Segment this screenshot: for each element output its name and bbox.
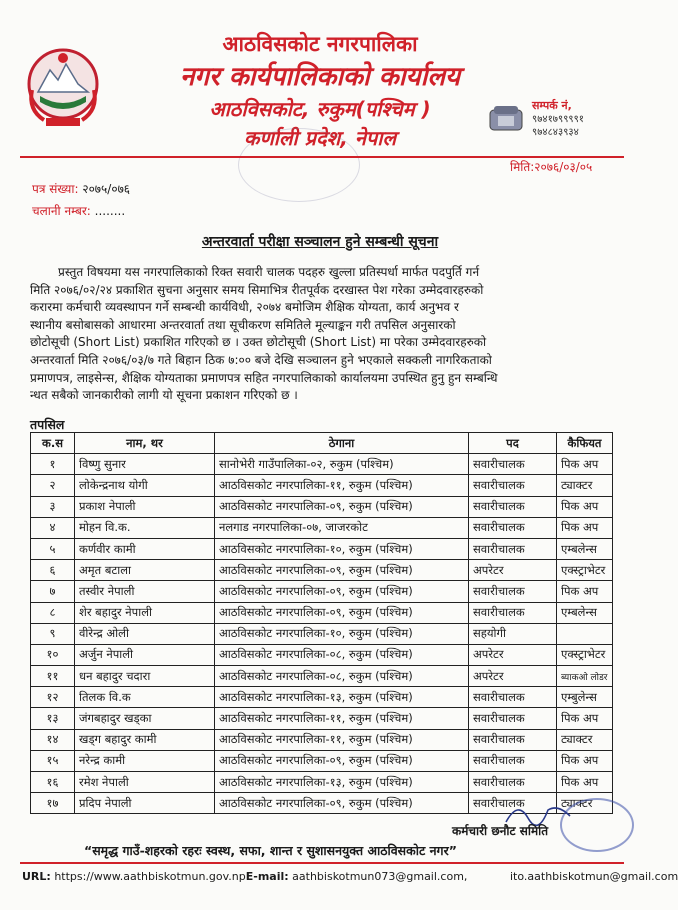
cell-remarks: ट्याक्टर xyxy=(557,729,613,750)
cell-address: आठविसकोट नगरपालिका-०९, रुकुम (पश्चिम) xyxy=(215,602,469,623)
table-row xyxy=(31,623,613,644)
cell-name: शेर बहादुर नेपाली xyxy=(75,602,215,623)
col-header-remarks: कैफियत xyxy=(557,433,613,454)
cell-remarks: एक्स्ट्राभेटर xyxy=(557,644,613,665)
cell-post: सवारीचालक xyxy=(469,517,557,538)
col-header-post: पद xyxy=(469,433,557,454)
cell-remarks: पिक अप xyxy=(557,496,613,517)
cell-sn: ६ xyxy=(31,560,75,581)
table-row xyxy=(31,496,613,517)
nepal-emblem-icon xyxy=(24,40,102,130)
table-row xyxy=(31,666,613,687)
table-row xyxy=(31,517,613,538)
committee-label: कर्मचारी छनौट समिति xyxy=(452,824,549,838)
cell-post: अपरेटर xyxy=(469,560,557,581)
cell-name: खड्ग बहादुर कामी xyxy=(75,729,215,750)
cell-address: सानोभेरी गाउँपालिका-०२, रुकुम (पश्चिम) xyxy=(215,454,469,475)
cell-name: प्रदिप नेपाली xyxy=(75,793,215,814)
cell-sn: ११ xyxy=(31,666,75,687)
cell-sn: ५ xyxy=(31,538,75,559)
cell-address: आठविसकोट नगरपालिका-०९, रुकुम (पश्चिम) xyxy=(215,750,469,771)
header-line-2: नगर कार्यपालिकाको कार्यालय xyxy=(179,62,461,92)
cell-name: तिलक वि.क xyxy=(75,687,215,708)
cell-sn: १५ xyxy=(31,750,75,771)
table-row xyxy=(31,581,613,602)
cell-sn: ७ xyxy=(31,581,75,602)
patra-sankhya xyxy=(32,180,130,197)
cell-address: आठविसकोट नगरपालिका-१३, रुकुम (पश्चिम) xyxy=(215,772,469,793)
cell-remarks: पिक अप xyxy=(557,517,613,538)
body-line: न्धत सबैको जानकारीको लागी यो सूचना प्रकाशन गरिएको छ । xyxy=(30,388,298,403)
cell-remarks: एक्स्ट्राभेटर xyxy=(557,560,613,581)
motto: “समृद्ध गाउँ-शहरको रहरः स्वस्थ, सफा, शान्त र सुशासनयुक्त आठविसकोट नगर” xyxy=(84,843,457,858)
header-line-3: आठविसकोट, रुकुम(पश्चिम ) xyxy=(209,97,431,121)
patra-value: २०७५/०७६ xyxy=(82,182,131,196)
website-url[interactable]: https://www.aathbiskotmun.gov.np xyxy=(54,870,246,883)
cell-address: आठविसकोट नगरपालिका-०९, रुकुम (पश्चिम) xyxy=(215,793,469,814)
cell-address: आठविसकोट नगरपालिका-११, रुकुम (पश्चिम) xyxy=(215,729,469,750)
chalani-number xyxy=(32,202,125,219)
body-line: प्रमाणपत्र, लाइसेन्स, शैक्षिक योग्यताका प्रमाणपत्र सहित नगरपालिकाको कार्यालयमा उपस्थित हुनु हुन सम्बन्धि xyxy=(30,370,498,385)
cell-sn: १२ xyxy=(31,687,75,708)
cell-post: सवारीचालक xyxy=(469,687,557,708)
footer-divider xyxy=(20,862,624,864)
url-label: URL: xyxy=(22,870,51,883)
cell-remarks: पिक अप xyxy=(557,581,613,602)
cell-post: सवारीचालक xyxy=(469,729,557,750)
table-row xyxy=(31,560,613,581)
cell-remarks xyxy=(557,623,613,644)
cell-name: लोकेन्द्रनाथ योगी xyxy=(75,475,215,496)
cell-post: सवारीचालक xyxy=(469,475,557,496)
cell-sn: ४ xyxy=(31,517,75,538)
cell-remarks: ट्याक्टर xyxy=(557,793,613,814)
cell-name: अमृत बटाला xyxy=(75,560,215,581)
cell-name: मोहन वि.क. xyxy=(75,517,215,538)
cell-name: अर्जुन नेपाली xyxy=(75,644,215,665)
table-row xyxy=(31,602,613,623)
cell-sn: ९ xyxy=(31,623,75,644)
email-label: E-mail: xyxy=(245,870,289,883)
contact-box xyxy=(532,98,628,139)
cell-remarks: एम्बलेन्स xyxy=(557,602,613,623)
cell-remarks: एम्बुलेन्स xyxy=(557,687,613,708)
cell-post: सवारीचालक xyxy=(469,750,557,771)
contact-phone-2: ९७४८४३९३४ xyxy=(532,127,579,138)
cell-post: सवारीचालक xyxy=(469,496,557,517)
cell-sn: १७ xyxy=(31,793,75,814)
footer xyxy=(22,870,678,883)
body-line: अन्तरवार्ता मिति २०७६/०३/७ गते बिहान ठिक ७:०० बजे देखि सञ्चालन हुने भएकाले सक्कली नागरिकताको xyxy=(30,352,492,367)
telephone-icon xyxy=(488,104,524,134)
chalani-label: चलानी नम्बर: xyxy=(32,204,91,218)
cell-remarks: पिक अप xyxy=(557,750,613,771)
body-line: मिति २०७६/०२/२४ प्रकाशित सुचना अनुसार समय सिमाभित्र रीतपूर्वक दरखास्त पेश गरेका उम्मेदवारहरुको xyxy=(30,282,484,297)
body-line: करारमा कर्मचारी व्यवस्थापन गर्ने सम्बन्धी कार्यविधी, २०७४ बमोजिम शैक्षिक योग्यता, कार्य अनुभव र xyxy=(30,300,459,315)
table-row xyxy=(31,772,613,793)
table-row xyxy=(31,708,613,729)
cell-post: सवारीचालक xyxy=(469,538,557,559)
notice-body xyxy=(30,264,612,405)
table-row xyxy=(31,644,613,665)
cell-post: सवारीचालक xyxy=(469,454,557,475)
table-row xyxy=(31,729,613,750)
cell-name: तस्वीर नेपाली xyxy=(75,581,215,602)
cell-address: आठविसकोट नगरपालिका-१०, रुकुम (पश्चिम) xyxy=(215,623,469,644)
cell-name: वीरेन्द्र ओली xyxy=(75,623,215,644)
cell-sn: १३ xyxy=(31,708,75,729)
col-header-address: ठेगाना xyxy=(215,433,469,454)
date: मिति:२०७६/०३/०५ xyxy=(510,160,593,174)
header-line-1: आठविसकोट नगरपालिका xyxy=(222,32,418,56)
shortlist-table xyxy=(30,432,613,814)
cell-remarks: पिक अप xyxy=(557,772,613,793)
patra-label: पत्र संख्या: xyxy=(32,182,79,196)
cell-remarks: एम्बलेन्स xyxy=(557,538,613,559)
cell-address: आठविसकोट नगरपालिका-११, रुकुम (पश्चिम) xyxy=(215,708,469,729)
notice-title: अन्तरवार्ता परीक्षा सञ्चालन हुने सम्बन्धी सूचना xyxy=(201,234,439,250)
cell-post: अपरेटर xyxy=(469,666,557,687)
cell-post: अपरेटर xyxy=(469,644,557,665)
cell-sn: १६ xyxy=(31,772,75,793)
chalani-value: ........ xyxy=(94,204,126,218)
cell-remarks: ब्याकओ लोडर xyxy=(557,666,613,687)
faint-stamp xyxy=(238,128,360,202)
cell-sn: २ xyxy=(31,475,75,496)
cell-address: आठविसकोट नगरपालिका-११, रुकुम (पश्चिम) xyxy=(215,475,469,496)
cell-remarks: ट्याक्टर xyxy=(557,475,613,496)
table-row xyxy=(31,454,613,475)
cell-post: सवारीचालक xyxy=(469,708,557,729)
table-header-row xyxy=(31,433,613,454)
email-secondary[interactable]: ito.aathbiskotmun@gmail.com xyxy=(510,870,678,883)
contact-title: सम्पर्क नं, xyxy=(532,99,572,112)
body-line: प्रस्तुत विषयमा यस नगरपालिकाको रिक्त सवारी चालक पदहरु खुल्ला प्रतिस्पर्धा मार्फत पदपुर्ति गर्न xyxy=(58,265,480,279)
cell-name: रमेश नेपाली xyxy=(75,772,215,793)
cell-name: जंगबहादुर खड्का xyxy=(75,708,215,729)
cell-address: आठविसकोट नगरपालिका-०९, रुकुम (पश्चिम) xyxy=(215,581,469,602)
table-body xyxy=(31,454,613,814)
cell-remarks: पिक अप xyxy=(557,454,613,475)
col-header-sn: क.स xyxy=(31,433,75,454)
cell-post: सवारीचालक xyxy=(469,602,557,623)
cell-address: आठविसकोट नगरपालिका-१०, रुकुम (पश्चिम) xyxy=(215,538,469,559)
cell-name: कर्णवीर कामी xyxy=(75,538,215,559)
header-line-4: कर्णाली प्रदेश, नेपाल xyxy=(243,126,397,150)
cell-address: आठविसकोट नगरपालिका-०८, रुकुम (पश्चिम) xyxy=(215,666,469,687)
cell-name: प्रकाश नेपाली xyxy=(75,496,215,517)
cell-post: सवारीचालक xyxy=(469,581,557,602)
cell-address: आठविसकोट नगरपालिका-१३, रुकुम (पश्चिम) xyxy=(215,687,469,708)
cell-address: आठविसकोट नगरपालिका-०९, रुकुम (पश्चिम) xyxy=(215,496,469,517)
cell-post: सहयोगी xyxy=(469,623,557,644)
cell-name: नरेन्द्र कामी xyxy=(75,750,215,771)
cell-name: धन बहादुर चदारा xyxy=(75,666,215,687)
cell-remarks: पिक अप xyxy=(557,708,613,729)
body-line: छोटोसूची (Short List) प्रकाशित गरिएको छ । उक्त छोटोसूची (Short List) मा परेका उम्मेदवारहरुको xyxy=(30,335,487,350)
table-row xyxy=(31,687,613,708)
cell-sn: १४ xyxy=(31,729,75,750)
table-row xyxy=(31,750,613,771)
email-primary[interactable]: aathbiskotmun073@gmail.com, xyxy=(292,870,468,883)
body-line: स्थानीय बसोबासको आधारमा अन्तरवार्ता तथा सूचीकरण समितिले मूल्याङ्कन गरी तपसिल अनुसारको xyxy=(30,317,456,332)
cell-sn: १० xyxy=(31,644,75,665)
cell-address: नलगाड नगरपालिका-०७, जाजरकोट xyxy=(215,517,469,538)
cell-sn: ८ xyxy=(31,602,75,623)
cell-sn: ३ xyxy=(31,496,75,517)
tapasil-heading: तपसिल xyxy=(30,417,65,432)
contact-phone-1: ९७४१७९९९९१ xyxy=(532,114,584,125)
cell-post: सवारीचालक xyxy=(469,772,557,793)
table-row xyxy=(31,538,613,559)
cell-sn: १ xyxy=(31,454,75,475)
col-header-name: नाम, थर xyxy=(75,433,215,454)
cell-address: आठविसकोट नगरपालिका-०८, रुकुम (पश्चिम) xyxy=(215,644,469,665)
table-row xyxy=(31,475,613,496)
cell-post: सवारीचालक xyxy=(469,793,557,814)
cell-name: विष्णु सुनार xyxy=(75,454,215,475)
cell-address: आठविसकोट नगरपालिका-०९, रुकुम (पश्चिम) xyxy=(215,560,469,581)
